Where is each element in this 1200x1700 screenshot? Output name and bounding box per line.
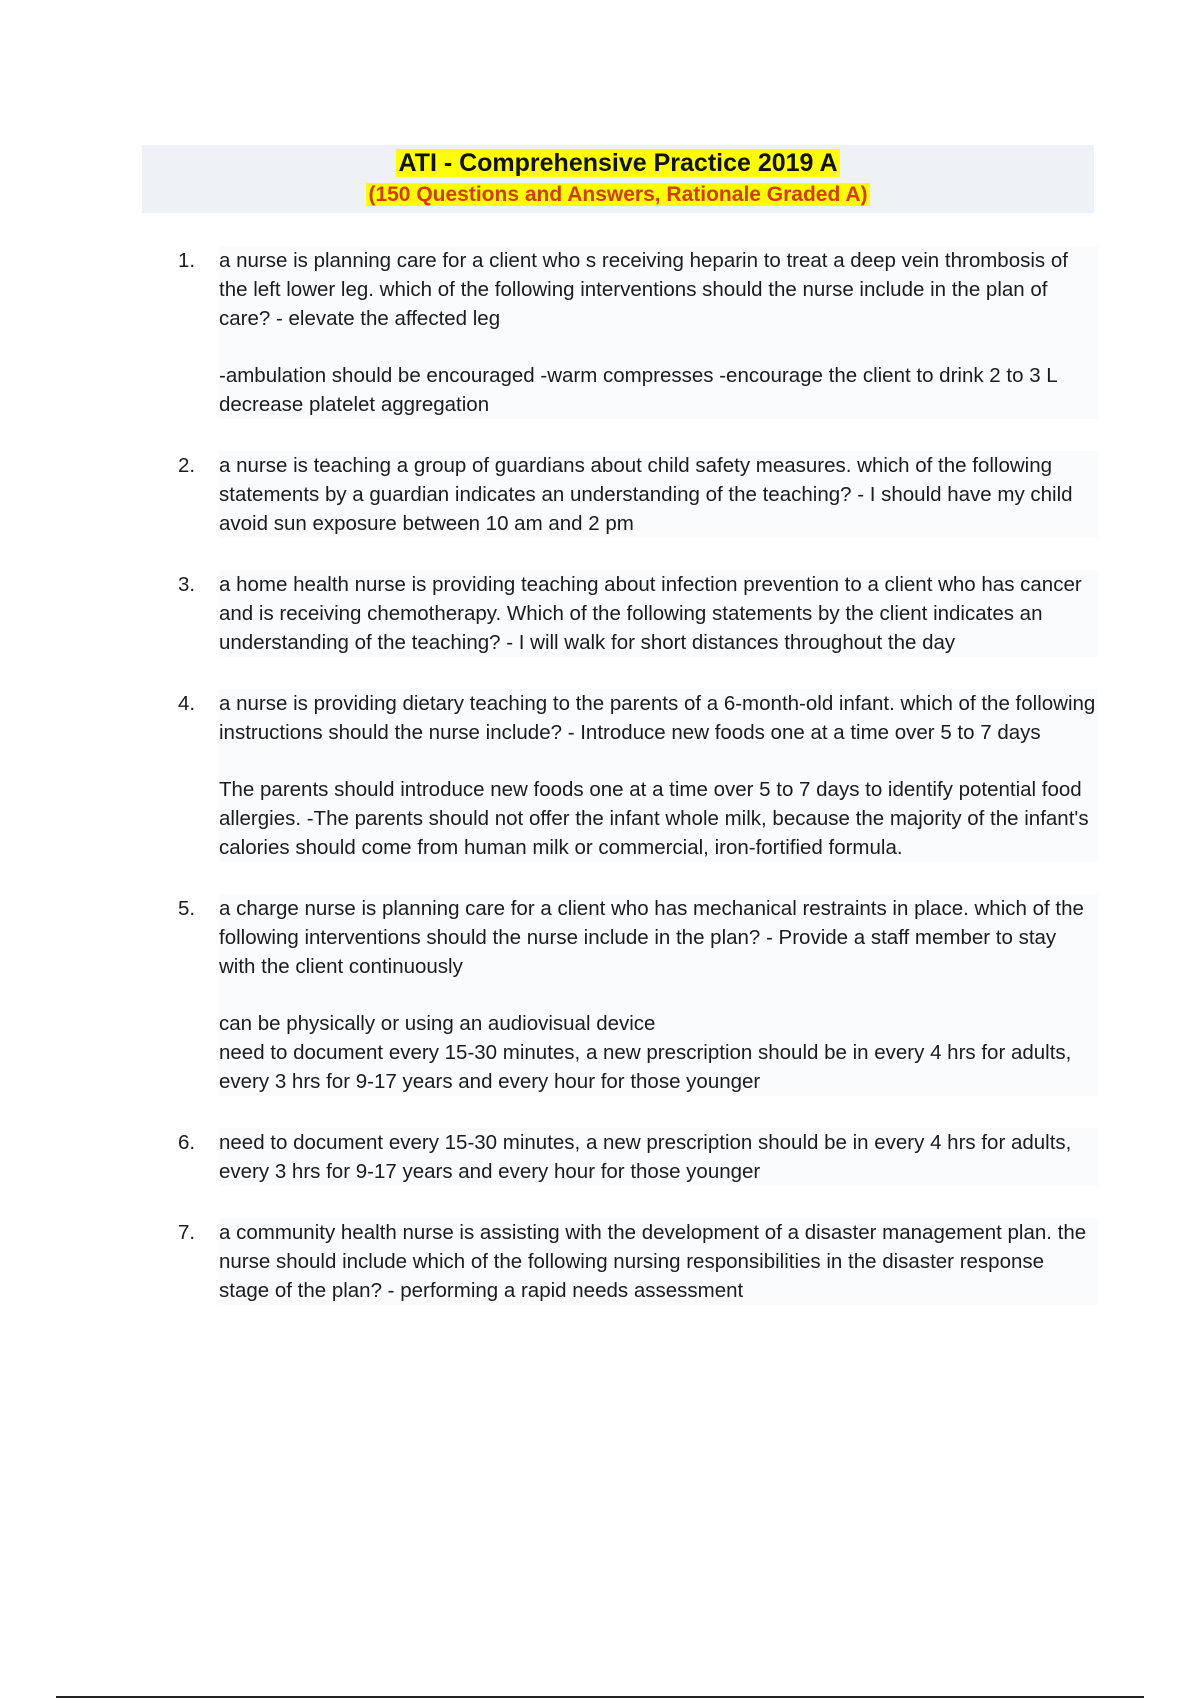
question-number: 3.: [178, 573, 196, 596]
question-text: a nurse is planning care for a client who s receiving heparin to treat a deep vein thrombosis of the left lower leg. which of the following interventions should the nurse include in the plan of care? - elevate the affected leg: [219, 249, 1068, 330]
question-text: a charge nurse is planning care for a client who has mechanical restraints in place. which of the following interventions should the nurse include in the plan? - Provide a staff member to stay with the client continuously: [219, 897, 1084, 978]
question-text: a nurse is teaching a group of guardians about child safety measures. which of the following statements by a guardian indicates an understanding of the teaching? - I should have my child avoid sun exposure between 10 am and 2 pm: [219, 454, 1073, 535]
document-title: ATI - Comprehensive Practice 2019 A: [398, 149, 838, 177]
question-rationale: -ambulation should be encouraged -warm compresses -encourage the client to drink 2 to 3 L decrease platelet aggregation: [219, 364, 1057, 416]
question-number: 6.: [178, 1131, 196, 1154]
question-rationale: can be physically or using an audiovisual device need to document every 15-30 minutes, a new prescription should be in every 4 hrs for adults, every 3 hrs for 9-17 years and every hour for those younger: [219, 1012, 1072, 1093]
question-text: a home health nurse is providing teaching about infection prevention to a client who has cancer and is receiving chemotherapy. Which of the following statements by the client indicates an understanding of the teaching? - I will walk for short distances throughout the day: [219, 573, 1082, 654]
question-number: 1.: [178, 249, 196, 272]
question-text: a community health nurse is assisting with the development of a disaster management plan. the nurse should include which of the following nursing responsibilities in the disaster response stage of the plan? - performing a rapid needs assessment: [219, 1221, 1087, 1302]
title-block: [142, 145, 1094, 213]
question-item-3: [178, 570, 1098, 657]
question-item-6: [178, 1128, 1098, 1186]
question-item-5: [178, 894, 1098, 1096]
question-item-7: [178, 1218, 1098, 1305]
question-rationale: The parents should introduce new foods one at a time over 5 to 7 days to identify potential food allergies. -The parents should not offer the infant whole milk, because the majority of the infant's calories should come from human milk or commercial, iron-fortified formula.: [219, 778, 1089, 859]
question-text: need to document every 15-30 minutes, a new prescription should be in every 4 hrs for adults, every 3 hrs for 9-17 years and every hour for those younger: [219, 1131, 1072, 1183]
document-subtitle: (150 Questions and Answers, Rationale Graded A): [368, 183, 868, 206]
question-number: 2.: [178, 454, 196, 477]
question-item-2: [178, 451, 1098, 538]
question-number: 7.: [178, 1221, 196, 1244]
question-item-4: [178, 689, 1098, 862]
question-item-1: [178, 246, 1098, 419]
question-list: [178, 246, 1098, 1337]
question-text: a nurse is providing dietary teaching to the parents of a 6-month-old infant. which of the following instructions should the nurse include? - Introduce new foods one at a time over 5 to 7 days: [219, 692, 1096, 744]
question-number: 5.: [178, 897, 196, 920]
page-divider: [56, 1696, 1144, 1698]
question-number: 4.: [178, 692, 196, 715]
